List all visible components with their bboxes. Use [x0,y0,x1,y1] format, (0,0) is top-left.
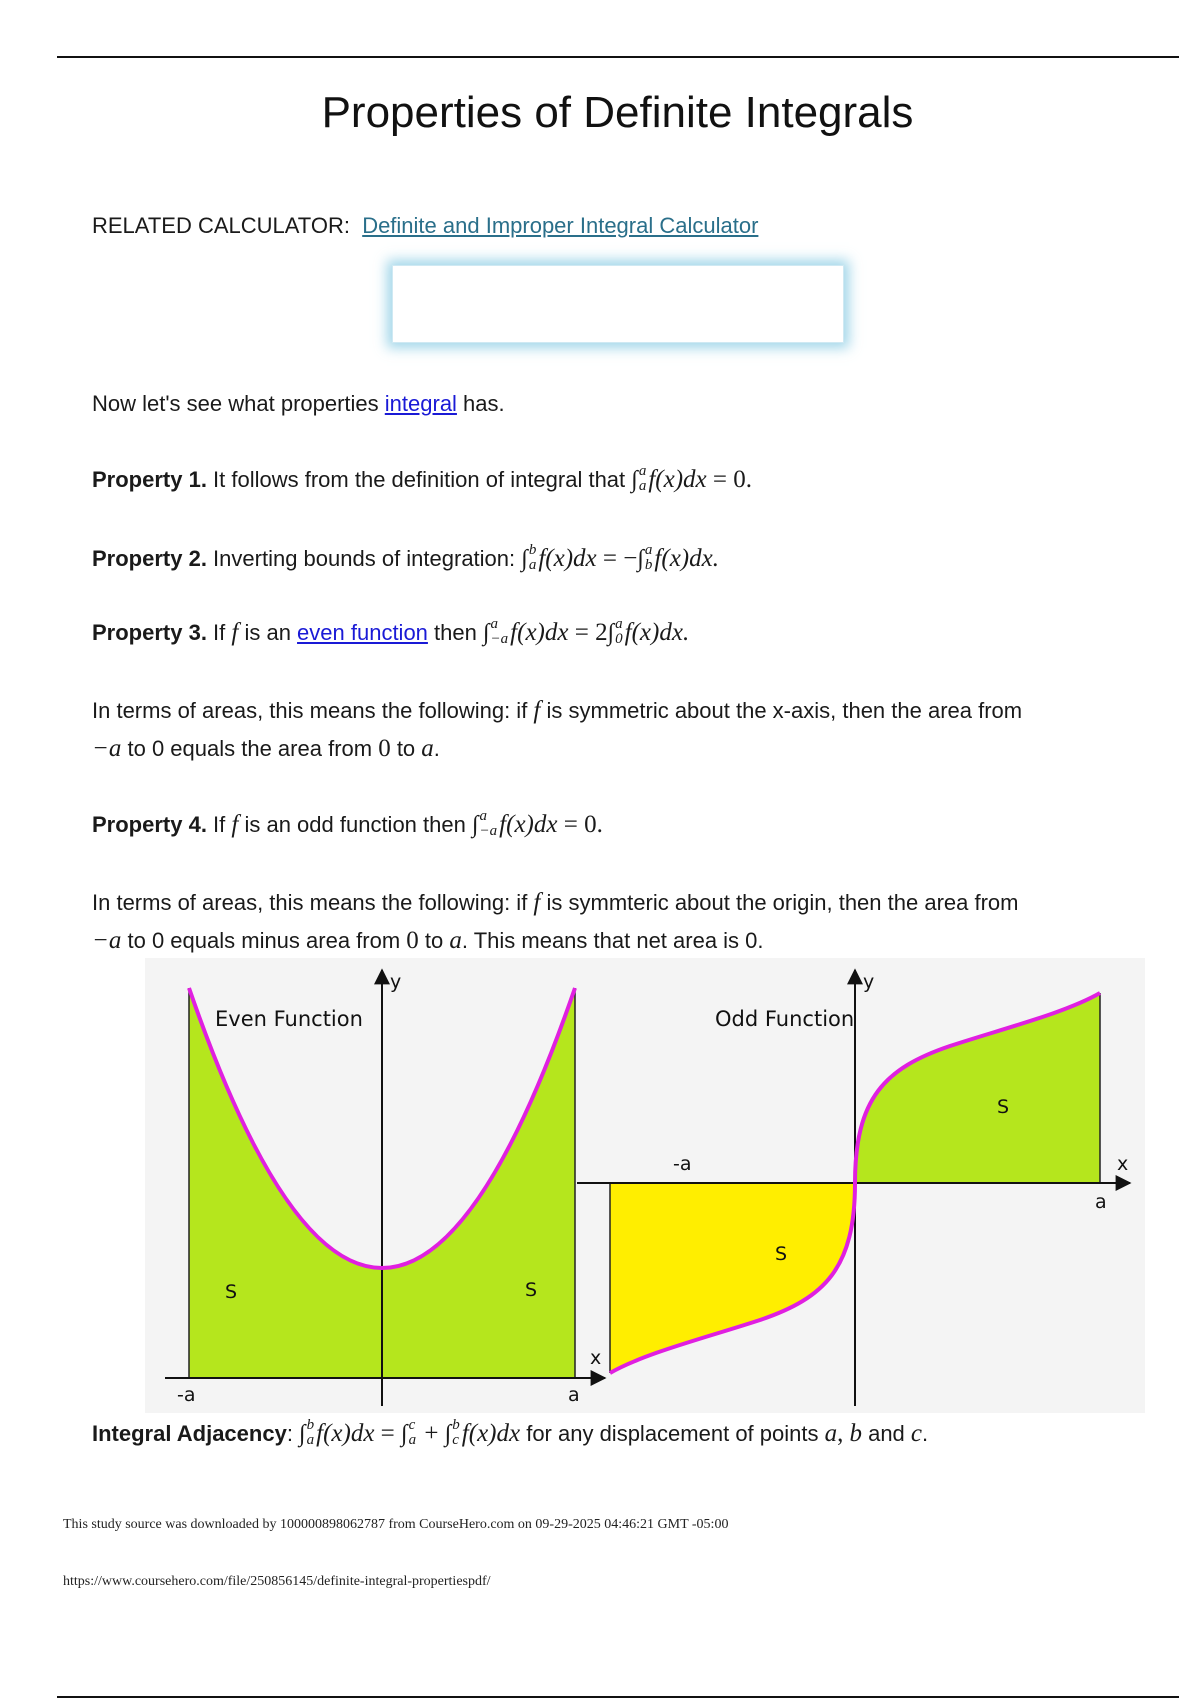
property-3-text: If [206,620,232,645]
integral-sign: ∫ [631,467,638,493]
and-text: and [861,1421,911,1446]
adjacency-text: for any displacement of points [520,1421,825,1446]
neg-a: −a [92,927,122,954]
ad-placeholder [392,265,844,343]
symbol-b: b [849,1420,862,1447]
integral-sign: ∫ [607,620,615,646]
even-function-title: Even Function [215,1007,363,1031]
even-s-right: S [525,1279,538,1301]
integral-sign: ∫ [299,1421,306,1447]
integral-limits: a −a [479,808,498,840]
intro-paragraph [92,385,505,423]
odd-a-label: a [1095,1191,1107,1213]
property-3-text-after: then [427,620,483,645]
even-x-label: x [590,1347,602,1369]
equals-two: = 2 [568,619,608,646]
integral-link[interactable]: integral [384,391,457,416]
even-s-left: S [225,1281,238,1303]
areas-text-2b: to [418,928,450,953]
integral-adjacency: Integral Adjacency: ∫ b a f(x)dx = ∫ c a + ∫ b c f(x)dx for any displacement of points a, b and c. [92,1415,928,1453]
integrand: f(x)dx [510,619,569,646]
symbol-a: a [421,735,434,762]
integral-sign: ∫ [637,546,644,572]
odd-function-title: Odd Function [715,1007,855,1031]
symbol-c: c [910,1420,923,1447]
property-1 [92,461,752,499]
intro-text-end: has. [456,391,505,416]
integral-limits: a −a [490,616,509,648]
integral-sign: ∫ [401,1421,408,1447]
even-neg-a-label: -a [177,1384,196,1406]
symbol-a: a [824,1420,838,1447]
symbol-a: a [449,927,462,954]
period: . [922,1421,929,1446]
equation-rhs: = 0. [557,811,603,838]
odd-x-label: x [1117,1153,1129,1175]
equals: = [374,1420,402,1447]
odd-y-label: y [863,971,875,993]
areas-text: In terms of areas, this means the following: if [92,890,534,915]
areas-text: In terms of areas, this means the following: if [92,698,534,723]
zero: 0 [378,735,391,762]
integrand-end: f(x)dx. [654,545,719,572]
related-label: RELATED CALCULATOR: [92,213,350,238]
integral-sign: ∫ [482,620,490,646]
property-1-name: Property 1. [92,467,207,492]
integrand: f(x)dx [648,466,707,493]
source-url[interactable]: https://www.coursehero.com/file/250856145/definite-integral-propertiespdf/ [63,1574,491,1589]
property-2 [92,540,719,578]
related-calculator [92,207,758,245]
zero: 0 [406,927,419,954]
integral-limits: a b [644,542,653,574]
property-1-text: It follows from the definition of integral that [206,467,632,492]
integral-limits: b a [528,542,537,574]
integrand: f(x)dx [461,1420,521,1447]
odd-area-negative [610,1183,855,1373]
property-3-name: Property 3. [92,620,207,645]
property-3-text-mid: is an [238,620,298,645]
function-symbol: f [231,811,239,838]
even-function-link[interactable]: even function [297,620,428,645]
odd-s-bottom: S [775,1243,788,1265]
page-title: Properties of Definite Integrals [321,88,914,137]
calculator-link[interactable]: Definite and Improper Integral Calculator [362,213,759,238]
integral-limits: b c [452,1417,460,1449]
integrand: f(x)dx [316,1420,375,1447]
integral-sign: ∫ [521,546,528,572]
integral-limits: a 0 [615,616,623,648]
property-4-text: If [206,812,232,837]
areas-text-2a: to 0 equals the area from [121,736,379,761]
even-y-label: y [390,971,402,993]
property-4-name: Property 4. [92,812,207,837]
areas-text-2a: to 0 equals minus area from [121,928,407,953]
even-a-label: a [568,1384,580,1406]
property-3 [92,614,689,652]
function-symbol: f [533,889,541,916]
integrand: f(x)dx [499,811,558,838]
neg-a: −a [92,735,122,762]
adjacency-name: Integral Adjacency [92,1421,287,1446]
equation-rhs: = 0. [706,466,752,493]
function-symbol: f [533,697,541,724]
areas-text-b: is symmteric about the origin, then the area from [540,890,1019,915]
property-3-areas [92,692,1132,768]
areas-text-2b: to [390,736,422,761]
property-2-text: Inverting bounds of integration: [206,546,522,571]
areas-text-2c: . This means that net area is 0. [461,928,764,953]
integral-limits: b a [306,1417,315,1449]
odd-neg-a-label: -a [673,1153,692,1175]
top-rule [57,56,1179,58]
odd-s-top: S [997,1096,1010,1118]
property-4 [92,806,603,844]
integral-sign: ∫ [444,1421,452,1447]
equals-minus: = − [596,545,638,572]
integral-limits: c a [408,1417,417,1449]
integrand: f(x)dx [538,545,597,572]
integral-sign: ∫ [471,812,479,838]
comma: , [837,1420,844,1447]
odd-area-positive [855,993,1100,1183]
areas-text-2c: . [433,736,440,761]
integral-limits: a a [638,463,647,495]
even-odd-figure [145,958,1145,1413]
areas-text-b: is symmetric about the x-axis, then the area from [540,698,1023,723]
integrand-end: f(x)dx. [624,619,690,646]
property-4-text-after: is an odd function then [238,812,472,837]
bottom-rule [57,1696,1179,1698]
function-symbol: f [231,619,239,646]
download-note: This study source was downloaded by 100000898062787 from CourseHero.com on 09-29-2025 04:46:21 GMT -05:00 [63,1517,729,1532]
property-4-areas [92,884,1132,960]
intro-text: Now let's see what properties [92,391,385,416]
plus: + [418,1420,445,1447]
function-graphs [145,958,1145,1413]
property-2-name: Property 2. [92,546,207,571]
